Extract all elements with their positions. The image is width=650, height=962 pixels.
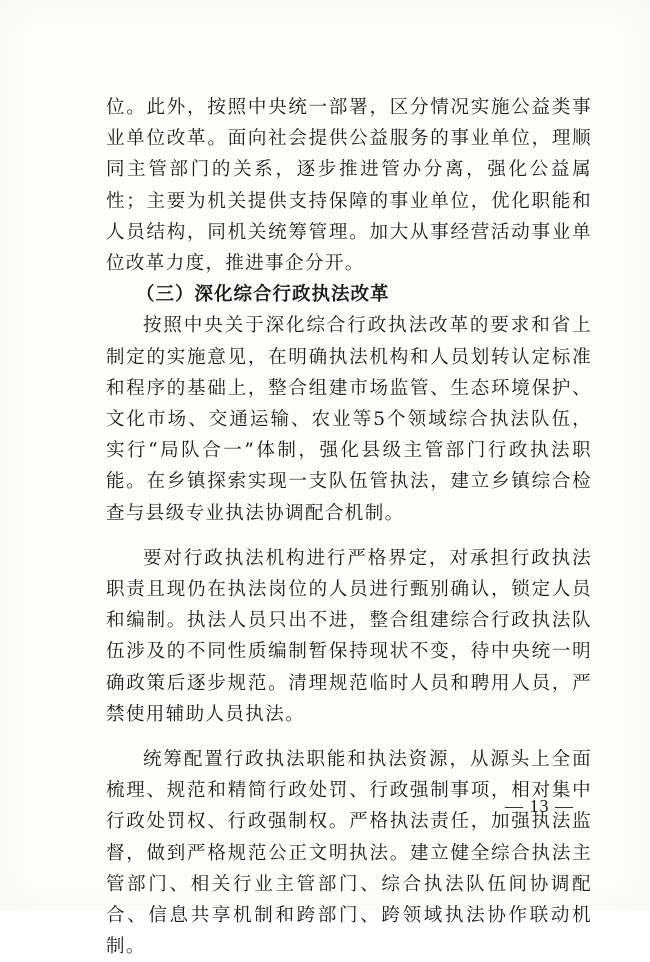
page-number: — 13 — [505,796,574,816]
paragraph-enforcement-reform: 按照中央关于深化综合行政执法改革的要求和省上制定的实施意见，在明确执法机构和人员划转认定标准和程序的基础上，整合组建市场监管、生态环境保护、文化市场、交通运输、农业等5个领域综合执法队伍，实行“局队合一”体制，强化县级主管部门行政执法职能。在乡镇探索实现一支队伍管执法，建立乡镇综合检查与县级专业执法协调配合机制。 [106,315,592,524]
paragraph-resource-allocation: 统筹配置行政执法职能和执法资源，从源头上全面梳理、规范和精简行政处罚、行政强制事项，相对集中行政处罚权、行政强制权。严格执法责任，加强执法监督，做到严格规范公正文明执法。建立健全综合执法主管部门、相关行业主管部门、综合执法队伍间协调配合、信息共享机制和跨部门、跨领域执法协作联动机制。 [106,749,592,958]
section-heading: （三）深化综合行政执法改革 [136,284,390,306]
paragraph-agency-definition: 要对行政执法机构进行严格界定，对承担行政执法职责且现仍在执法岗位的人员进行甄别确认，锁定人员和编制。执法人员只出不进，整合组建综合行政执法队伍涉及的不同性质编制暂保持现状不变，待中央统一明确政策后逐步规范。清理规范临时人员和聘用人员，严禁使用辅助人员执法。 [106,547,592,725]
paragraph-continuation: 位。此外，按照中央统一部署，区分情况实施公益类事业单位改革。面向社会提供公益服务的事业单位，理顺同主管部门的关系，逐步推进管办分离，强化公益属性；主要为机关提供支持保障的事业单位，优化职能和人员结构，同机关统筹管理。加大从事经营活动事业单位改革力度，推进事企分开。 [106,97,592,275]
document-body [106,92,592,962]
